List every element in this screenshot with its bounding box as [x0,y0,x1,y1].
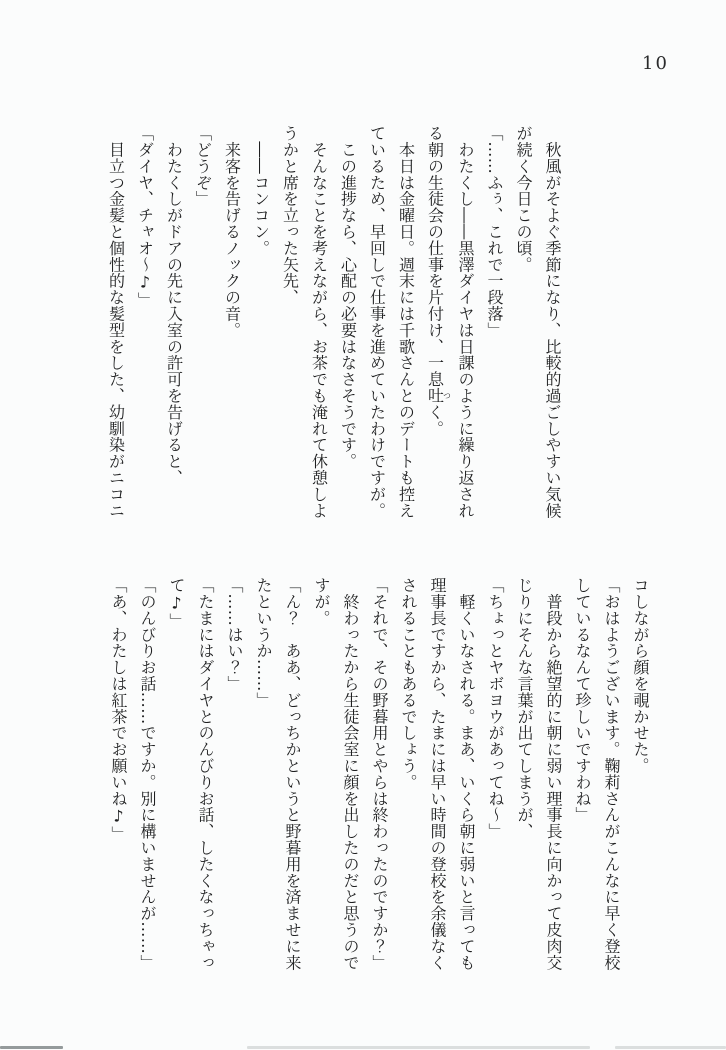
text-line: ているため、早回しで仕事を進めていたわけですが。 [367,125,387,519]
text-line: わたくしがドアの先に入室の許可を告げると、 [164,125,184,486]
text-line: る朝の生徒会の仕事を片付け、一息吐つく。 [425,125,452,437]
text-line: 「あ、わたしは紅茶でお願いね♪」 [109,577,128,843]
text-line: 本日は金曜日。週末には千歌さんとのデートも控え [396,125,416,519]
text-line: 理事長ですから、たまには早い時間の登校を余儀なく [428,577,447,971]
text-line: 「ん？ ああ、どっちかというと野暮用を済ませに来 [283,577,302,971]
text-line: 「ちょっとヤボヨウがあってね～」 [486,577,505,840]
text-line: されることもあるでしょう。 [399,577,418,791]
page-edge-artifact [0,1046,63,1049]
page-number: 10 [642,53,669,74]
text-block-bottom [104,577,655,975]
page-edge-artifact [247,1046,590,1049]
text-line: コしながら顔を覗かせた。 [631,577,650,774]
text-line: 「おはようございます。鞠莉さんがこんなに早く登校 [602,577,621,971]
text-block-top [102,125,568,523]
text-line: 来客を告げるノックの音。 [222,125,242,339]
text-line: たというか……」 [254,577,273,709]
text-line: ――コンコン。 [251,125,271,257]
text-line: 「……ふぅ、これで一段落」 [485,125,504,339]
text-line: 「それで、その野暮用とやらは終わったのですか？」 [370,577,389,971]
text-line: 「のんびりお話……ですか。別に構いませんが……」 [138,577,157,971]
text-line: 軽くいなされる。まあ、いくら朝に弱いと言っても [457,577,476,971]
text-line: が続く今日この頃。 [514,125,533,273]
text-line: そんなことを考えながら、お茶でも淹れて休憩しよ [309,125,329,519]
text-line: 終わったから生徒会室に顔を出したのだと思うので [341,577,360,971]
text-line: 「どうぞ」 [193,125,213,207]
text-line: この進捗なら、心配の必要はなさそうです。 [338,125,358,470]
text-line: 目立つ金髪と個性的な髪型をした、幼馴染がニコニ [106,125,126,519]
text-line: 秋風がそよぐ季節になり、比較的過ごしやすい気候 [543,125,562,519]
text-line: 「ダイヤ、チャオ～♪」 [135,125,155,309]
text-line: じりにそんな言葉が出てしまうが、 [515,577,534,840]
text-line: て♪」 [167,577,186,630]
text-line: しているなんて珍しいですわね」 [573,577,592,823]
page-edge-artifact [615,1046,726,1049]
text-line: 普段から絶望的に朝に弱い理事長に向かって皮肉交 [544,577,563,971]
text-line: わたくし――黒澤ダイヤは日課のように繰り返され [456,125,475,519]
text-line: うかと席を立った矢先、 [280,125,300,306]
text-line: すが。 [312,577,331,627]
text-line: 「……はい？」 [225,577,244,692]
ruby-annotation: 吐つ [425,387,452,404]
text-line: 「たまにはダイヤとのんびりお話、したくなっちゃっ [196,577,215,971]
